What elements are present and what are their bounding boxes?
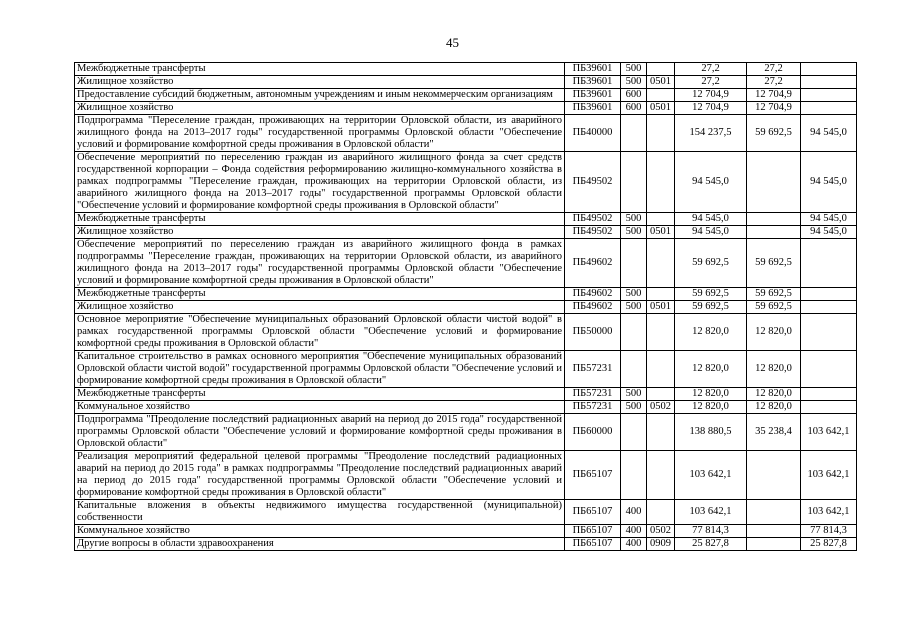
amount-col-2: [747, 451, 801, 500]
amount-col-1: 59 692,5: [675, 239, 747, 288]
expense-type-code: [621, 152, 647, 213]
amount-col-3: [801, 76, 857, 89]
amount-col-3: [801, 89, 857, 102]
expense-type-code: [621, 414, 647, 451]
item-name: Подпрограмма "Преодоление последствий радиационных аварий на период до 2015 года" государственной программы Орловской области "Обеспечение условий и формирование комфортной среды проживания в Орловской области": [75, 414, 565, 451]
amount-col-2: [747, 500, 801, 525]
target-code: ПБ65107: [565, 500, 621, 525]
amount-col-3: 94 545,0: [801, 213, 857, 226]
section-code: [647, 288, 675, 301]
item-name: Другие вопросы в области здравоохранения: [75, 538, 565, 551]
amount-col-3: 103 642,1: [801, 451, 857, 500]
item-name: Межбюджетные трансферты: [75, 63, 565, 76]
amount-col-2: [747, 213, 801, 226]
amount-col-1: 12 704,9: [675, 89, 747, 102]
amount-col-1: 25 827,8: [675, 538, 747, 551]
item-name: Основное мероприятие "Обеспечение муниципальных образований Орловской области чистой водой" в рамках государственной программы Орловской области "Обеспечение условий и формирование комфортной среды проживания в Орловской области": [75, 314, 565, 351]
amount-col-2: 59 692,5: [747, 239, 801, 288]
item-name: Жилищное хозяйство: [75, 301, 565, 314]
item-name: Реализация мероприятий федеральной целевой программы "Преодоление последствий радиационных аварий на период до 2015 года" в рамках подпрограммы "Преодоление последствий радиационных аварий на период до 2015 года" государственной программы Орловской области "Обеспечение условий и формирование комфортной среды проживания в Орловской области": [75, 451, 565, 500]
amount-col-3: 94 545,0: [801, 152, 857, 213]
amount-col-2: 12 820,0: [747, 314, 801, 351]
target-code: ПБ39601: [565, 89, 621, 102]
section-code: [647, 239, 675, 288]
target-code: ПБ60000: [565, 414, 621, 451]
amount-col-2: 27,2: [747, 63, 801, 76]
table-row: [75, 414, 857, 451]
amount-col-3: 103 642,1: [801, 500, 857, 525]
item-name: Межбюджетные трансферты: [75, 388, 565, 401]
item-name: Капитальные вложения в объекты недвижимого имущества государственной (муниципальной) собственности: [75, 500, 565, 525]
table-row: [75, 301, 857, 314]
target-code: ПБ39601: [565, 76, 621, 89]
amount-col-2: 27,2: [747, 76, 801, 89]
amount-col-1: 103 642,1: [675, 500, 747, 525]
amount-col-2: 12 820,0: [747, 351, 801, 388]
amount-col-1: 154 237,5: [675, 115, 747, 152]
target-code: ПБ49502: [565, 226, 621, 239]
item-name: Капитальное строительство в рамках основного мероприятия "Обеспечение муниципальных образований Орловской области чистой водой" государственной программы Орловской области "Обеспечение условий и формирование комфортной среды проживания в Орловской области": [75, 351, 565, 388]
section-code: [647, 213, 675, 226]
table-row: [75, 152, 857, 213]
amount-col-1: 27,2: [675, 63, 747, 76]
page-number: 45: [446, 35, 459, 50]
section-code: [647, 152, 675, 213]
table-row: [75, 102, 857, 115]
amount-col-1: 12 820,0: [675, 351, 747, 388]
expense-type-code: 400: [621, 500, 647, 525]
amount-col-1: 77 814,3: [675, 525, 747, 538]
section-code: [647, 63, 675, 76]
amount-col-2: 12 820,0: [747, 401, 801, 414]
amount-col-3: 94 545,0: [801, 226, 857, 239]
table-row: [75, 525, 857, 538]
item-name: Межбюджетные трансферты: [75, 288, 565, 301]
section-code: [647, 414, 675, 451]
section-code: [647, 388, 675, 401]
table-row: [75, 500, 857, 525]
amount-col-3: [801, 102, 857, 115]
target-code: ПБ65107: [565, 451, 621, 500]
expense-type-code: [621, 115, 647, 152]
target-code: ПБ65107: [565, 538, 621, 551]
amount-col-3: [801, 288, 857, 301]
expense-type-code: [621, 351, 647, 388]
table-row: [75, 89, 857, 102]
section-code: 0502: [647, 525, 675, 538]
target-code: ПБ49502: [565, 213, 621, 226]
section-code: [647, 89, 675, 102]
section-code: 0501: [647, 76, 675, 89]
target-code: ПБ57231: [565, 401, 621, 414]
table-row: [75, 388, 857, 401]
expense-type-code: 500: [621, 63, 647, 76]
expense-type-code: 500: [621, 401, 647, 414]
expense-type-code: 400: [621, 525, 647, 538]
amount-col-1: 12 820,0: [675, 388, 747, 401]
expense-type-code: 500: [621, 76, 647, 89]
amount-col-1: 94 545,0: [675, 213, 747, 226]
amount-col-2: 12 704,9: [747, 89, 801, 102]
section-code: 0502: [647, 401, 675, 414]
item-name: Жилищное хозяйство: [75, 226, 565, 239]
amount-col-1: 59 692,5: [675, 301, 747, 314]
amount-col-1: 27,2: [675, 76, 747, 89]
table-row: [75, 401, 857, 414]
item-name: Коммунальное хозяйство: [75, 525, 565, 538]
table-row: [75, 76, 857, 89]
expense-type-code: [621, 314, 647, 351]
section-code: [647, 314, 675, 351]
amount-col-1: 12 704,9: [675, 102, 747, 115]
amount-col-3: [801, 301, 857, 314]
amount-col-2: [747, 152, 801, 213]
target-code: ПБ39601: [565, 102, 621, 115]
amount-col-1: 138 880,5: [675, 414, 747, 451]
amount-col-3: [801, 388, 857, 401]
table-row: [75, 213, 857, 226]
target-code: ПБ49602: [565, 301, 621, 314]
target-code: ПБ49602: [565, 239, 621, 288]
expense-type-code: 500: [621, 226, 647, 239]
amount-col-2: [747, 538, 801, 551]
table-row: [75, 288, 857, 301]
section-code: [647, 500, 675, 525]
amount-col-3: [801, 63, 857, 76]
budget-table: [74, 62, 857, 551]
expense-type-code: [621, 451, 647, 500]
amount-col-2: 59 692,5: [747, 115, 801, 152]
expense-type-code: 500: [621, 301, 647, 314]
item-name: Межбюджетные трансферты: [75, 213, 565, 226]
amount-col-3: [801, 239, 857, 288]
item-name: Подпрограмма "Переселение граждан, проживающих на территории Орловской области, из аварийного жилищного фонда на 2013–2017 годы" государственной программы Орловской области "Обеспечение условий и формирование комфортной среды проживания в Орловской области": [75, 115, 565, 152]
amount-col-3: 103 642,1: [801, 414, 857, 451]
expense-type-code: [621, 239, 647, 288]
target-code: ПБ65107: [565, 525, 621, 538]
section-code: [647, 115, 675, 152]
amount-col-3: 25 827,8: [801, 538, 857, 551]
table-row: [75, 538, 857, 551]
target-code: ПБ49602: [565, 288, 621, 301]
amount-col-2: [747, 525, 801, 538]
item-name: Жилищное хозяйство: [75, 102, 565, 115]
amount-col-1: 12 820,0: [675, 401, 747, 414]
item-name: Предоставление субсидий бюджетным, автономным учреждениям и иным некоммерческим организациям: [75, 89, 565, 102]
expense-type-code: 600: [621, 102, 647, 115]
amount-col-3: [801, 401, 857, 414]
amount-col-2: 35 238,4: [747, 414, 801, 451]
expense-type-code: 500: [621, 388, 647, 401]
target-code: ПБ57231: [565, 351, 621, 388]
amount-col-3: [801, 351, 857, 388]
amount-col-2: [747, 226, 801, 239]
table-row: [75, 451, 857, 500]
table-row: [75, 226, 857, 239]
section-code: [647, 451, 675, 500]
amount-col-3: 77 814,3: [801, 525, 857, 538]
table-row: [75, 63, 857, 76]
item-name: Обеспечение мероприятий по переселению граждан из аварийного жилищного фонда в рамках подпрограммы "Переселение граждан, проживающих на территории Орловской области, из аварийного жилищного фонда на 2013–2017 годы" государственной программы Орловской области "Обеспечение условий и формирование комфортной среды проживания в Орловской области": [75, 239, 565, 288]
expense-type-code: 500: [621, 213, 647, 226]
amount-col-2: 12 704,9: [747, 102, 801, 115]
item-name: Коммунальное хозяйство: [75, 401, 565, 414]
expense-type-code: 400: [621, 538, 647, 551]
amount-col-1: 94 545,0: [675, 152, 747, 213]
table-row: [75, 314, 857, 351]
amount-col-2: 59 692,5: [747, 301, 801, 314]
amount-col-1: 59 692,5: [675, 288, 747, 301]
expense-type-code: 500: [621, 288, 647, 301]
amount-col-3: 94 545,0: [801, 115, 857, 152]
table-row: [75, 115, 857, 152]
amount-col-2: 59 692,5: [747, 288, 801, 301]
target-code: ПБ39601: [565, 63, 621, 76]
expense-type-code: 600: [621, 89, 647, 102]
budget-table-body: [75, 63, 857, 551]
amount-col-3: [801, 314, 857, 351]
section-code: 0501: [647, 102, 675, 115]
amount-col-2: 12 820,0: [747, 388, 801, 401]
item-name: Жилищное хозяйство: [75, 76, 565, 89]
target-code: ПБ40000: [565, 115, 621, 152]
amount-col-1: 103 642,1: [675, 451, 747, 500]
target-code: ПБ57231: [565, 388, 621, 401]
table-row: [75, 351, 857, 388]
section-code: 0501: [647, 301, 675, 314]
amount-col-1: 12 820,0: [675, 314, 747, 351]
section-code: 0909: [647, 538, 675, 551]
amount-col-1: 94 545,0: [675, 226, 747, 239]
table-row: [75, 239, 857, 288]
section-code: [647, 351, 675, 388]
target-code: ПБ49502: [565, 152, 621, 213]
item-name: Обеспечение мероприятий по переселению граждан из аварийного жилищного фонда за счет средств государственной корпорации – Фонда содействия реформированию жилищно-коммунального хозяйства в рамках подпрограммы "Переселение граждан, проживающих на территории Орловской области, из аварийного жилищного фонда на 2013–2017 годы" государственной программы Орловской области "Обеспечение условий и формирование комфортной среды проживания в Орловской области": [75, 152, 565, 213]
section-code: 0501: [647, 226, 675, 239]
target-code: ПБ50000: [565, 314, 621, 351]
